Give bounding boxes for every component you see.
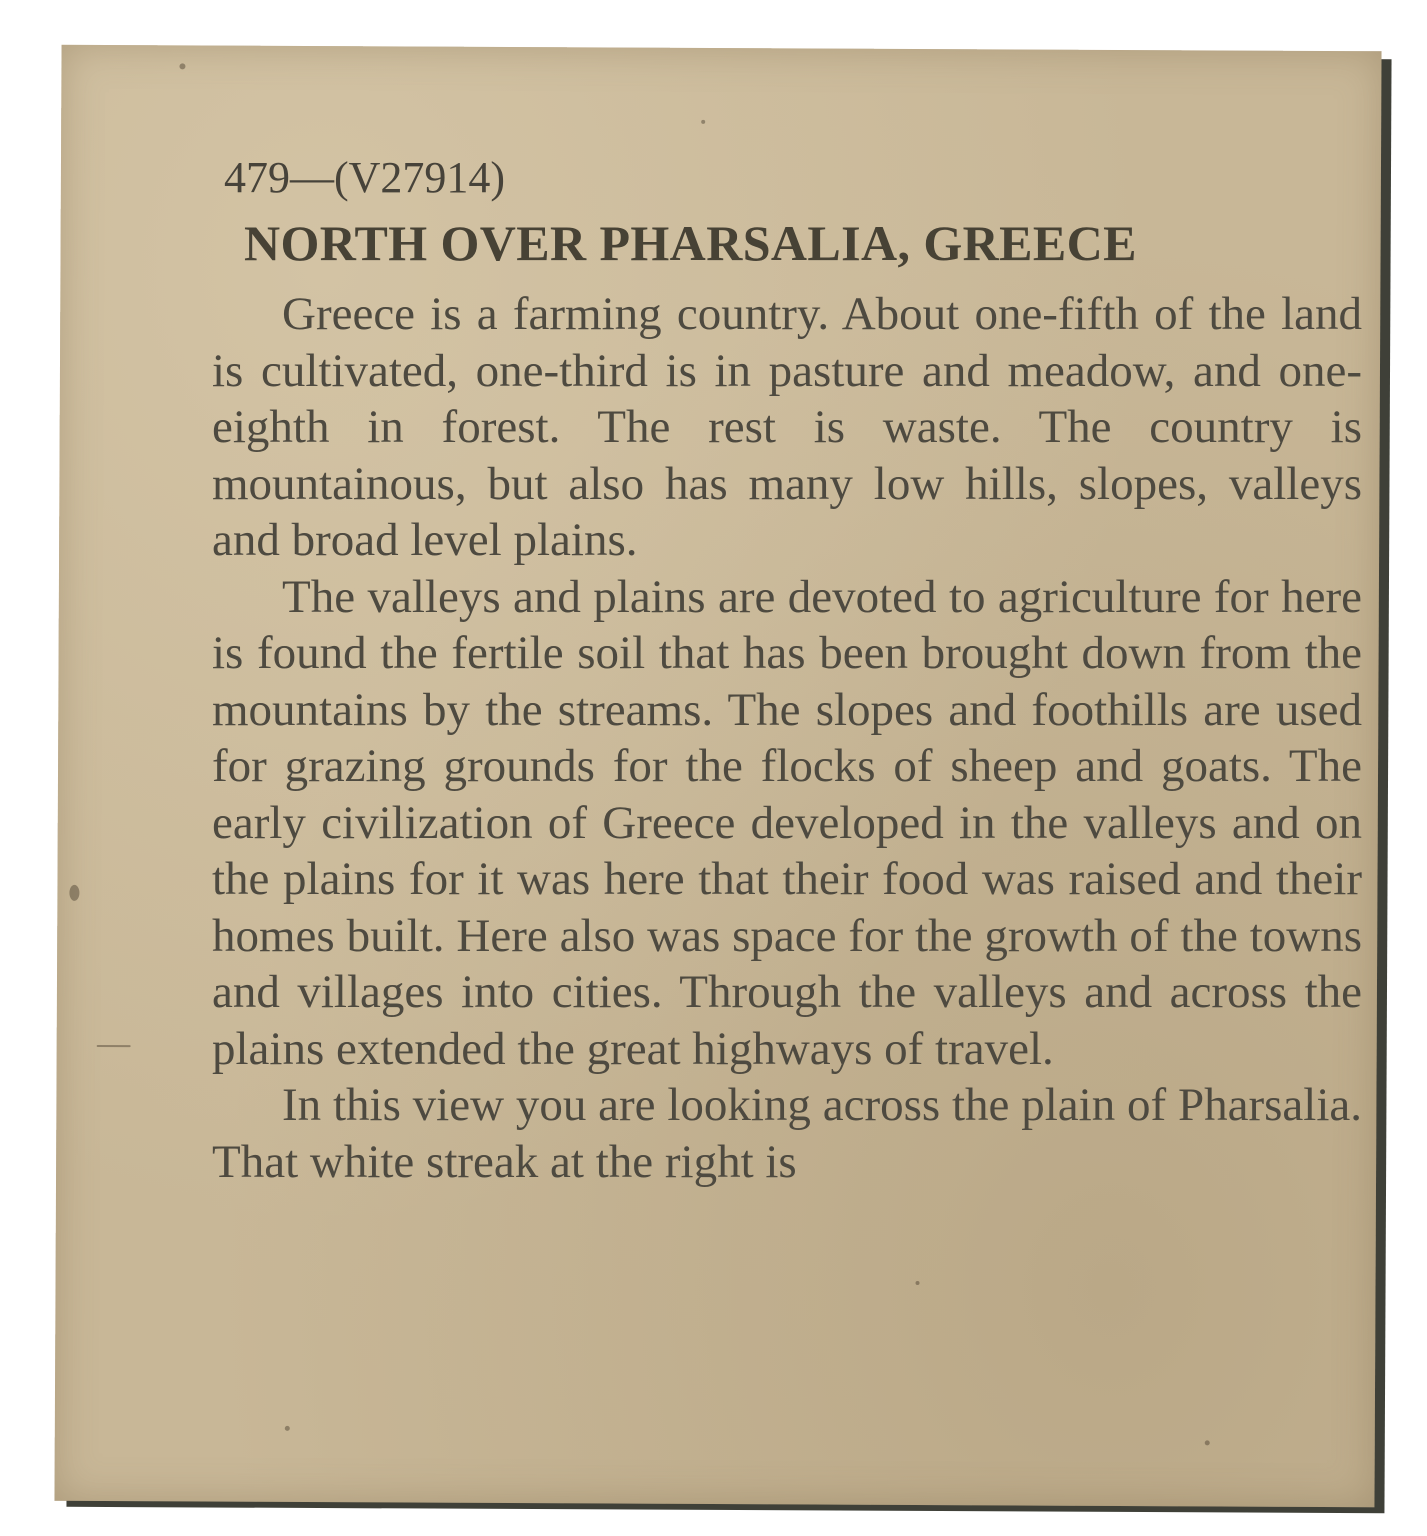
paper-speck xyxy=(97,1045,131,1047)
paper-speck xyxy=(285,1426,290,1431)
paper-speck xyxy=(69,885,79,901)
card-catalog-number: 479—(V27914) xyxy=(224,153,506,202)
description-paragraph-3: In this view you are looking across the plain of Pharsalia. That white streak at the right is xyxy=(212,1079,1362,1188)
paper-speck xyxy=(701,120,705,124)
card-title: NORTH OVER PHARSALIA, GREECE xyxy=(244,215,1137,271)
paper-speck xyxy=(179,63,185,69)
description-paragraph-1: Greece is a farming country. About one-fifth of the land is cultivated, one-third is in pasture and meadow, and one-eighth in forest. The rest is waste. The country is mountainous, but also has many low hills, slopes, valleys and broad level plains. xyxy=(212,288,1362,566)
paper-speck xyxy=(1205,1440,1210,1445)
card-description xyxy=(212,286,1362,1190)
description-paragraph-2: The valleys and plains are devoted to agriculture for here is found the fertile soil that has been brought down from the mountains by the streams. The slopes and foothills are used for grazing grounds for the flocks of sheep and goats. The early civilization of Greece developed in the valleys and on the plains for it was here that their food was raised and their homes built. Here also was space for the growth of the towns and villages into cities. Through the valleys and across the plains extended the great highways of travel. xyxy=(212,570,1362,1075)
paper-speck xyxy=(916,1281,920,1285)
